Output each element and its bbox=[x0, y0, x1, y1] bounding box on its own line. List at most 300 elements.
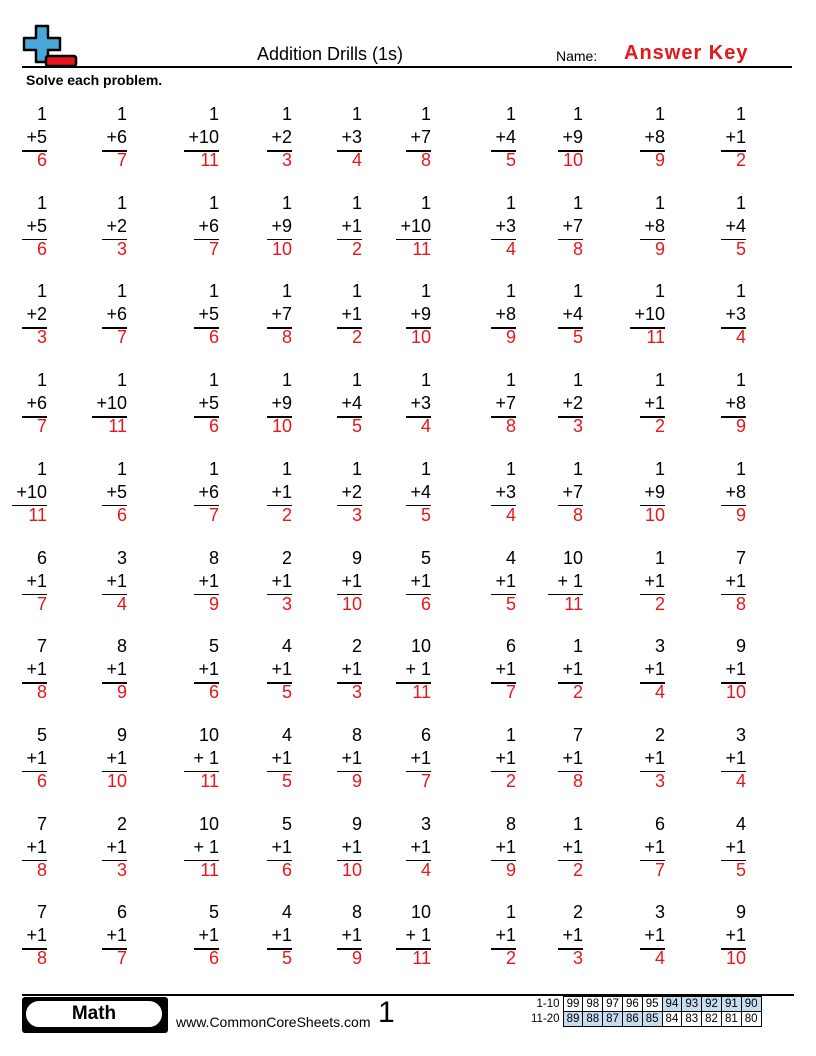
problem-addend-bottom: +1 bbox=[410, 836, 431, 857]
problem bbox=[359, 546, 431, 616]
problem-answer: 6 bbox=[208, 327, 219, 348]
problem-addend-bottom: +1 bbox=[495, 570, 516, 591]
problem bbox=[0, 546, 47, 616]
problem bbox=[359, 812, 431, 882]
problem-addend-bottom: +1 bbox=[198, 925, 219, 946]
problem bbox=[511, 812, 583, 882]
score-cell: 83 bbox=[682, 1012, 702, 1027]
problem bbox=[0, 812, 47, 882]
problem bbox=[0, 102, 47, 172]
problem bbox=[511, 546, 583, 616]
problem-addend-bottom: +1 bbox=[562, 747, 583, 768]
problem-addend-top: 8 bbox=[351, 724, 362, 745]
problem-addend-bottom: +2 bbox=[106, 215, 127, 236]
problem bbox=[147, 368, 219, 438]
problem-addend-top: 1 bbox=[735, 192, 746, 213]
problem-answer: 5 bbox=[420, 504, 431, 525]
problem-addend-bottom: +6 bbox=[106, 127, 127, 147]
problem-addend-bottom: +3 bbox=[495, 215, 516, 236]
score-cell: 90 bbox=[741, 997, 761, 1012]
problem-answer: 9 bbox=[654, 150, 665, 170]
problem-addend-top: 1 bbox=[116, 370, 127, 391]
problem bbox=[55, 546, 127, 616]
problem-addend-bottom: + 1 bbox=[405, 925, 431, 946]
problem-answer: 7 bbox=[208, 504, 219, 525]
problem-addend-bottom: +1 bbox=[271, 925, 292, 946]
score-cell: 84 bbox=[662, 1012, 682, 1027]
problem bbox=[55, 191, 127, 261]
problem-addend-top: 1 bbox=[572, 281, 583, 302]
problem-answer: 7 bbox=[116, 327, 127, 348]
problem-addend-bottom: +1 bbox=[26, 925, 47, 946]
problem bbox=[593, 102, 665, 172]
problem-addend-bottom: +7 bbox=[495, 393, 516, 414]
problem-answer: 5 bbox=[505, 150, 516, 170]
problem-answer: 8 bbox=[572, 504, 583, 525]
problem-answer: 6 bbox=[208, 682, 219, 703]
problem-answer: 9 bbox=[505, 327, 516, 348]
problem-addend-top: 9 bbox=[351, 547, 362, 568]
problem bbox=[674, 723, 746, 793]
problem-addend-top: 1 bbox=[116, 458, 127, 479]
problem-answer: 10 bbox=[725, 682, 746, 703]
problem-addend-bottom: +5 bbox=[26, 127, 47, 147]
problem-addend-bottom: +6 bbox=[26, 393, 47, 414]
problem-addend-top: 8 bbox=[505, 813, 516, 834]
problem bbox=[593, 900, 665, 970]
problem bbox=[359, 457, 431, 527]
problem bbox=[674, 368, 746, 438]
problem-addend-top: 3 bbox=[420, 813, 431, 834]
problem bbox=[0, 723, 47, 793]
problem-addend-bottom: +10 bbox=[400, 215, 431, 236]
score-cell: 80 bbox=[741, 1012, 761, 1027]
problem bbox=[511, 102, 583, 172]
problem-addend-top: 5 bbox=[36, 724, 47, 745]
problem bbox=[220, 900, 292, 970]
problem-addend-top: 1 bbox=[36, 192, 47, 213]
answer-key-label: Answer Key bbox=[624, 42, 749, 64]
problem-addend-top: 1 bbox=[572, 104, 583, 124]
problem bbox=[220, 546, 292, 616]
problem bbox=[444, 812, 516, 882]
problem-addend-top: 1 bbox=[735, 104, 746, 124]
problem-answer: 2 bbox=[735, 150, 746, 170]
problem-addend-top: 1 bbox=[208, 192, 219, 213]
problem bbox=[511, 191, 583, 261]
problem bbox=[290, 457, 362, 527]
problem-addend-top: 1 bbox=[420, 104, 431, 124]
problem bbox=[674, 634, 746, 704]
problem-answer: 4 bbox=[351, 150, 362, 170]
problem-addend-top: 1 bbox=[36, 104, 47, 124]
problem-answer: 3 bbox=[116, 859, 127, 880]
problem bbox=[593, 368, 665, 438]
problem-addend-top: 1 bbox=[505, 902, 516, 923]
problem-addend-top: 6 bbox=[505, 636, 516, 657]
problem-addend-bottom: + 1 bbox=[193, 747, 219, 768]
problem-addend-bottom: +5 bbox=[198, 304, 219, 325]
score-cell: 92 bbox=[702, 997, 722, 1012]
problem-addend-bottom: +1 bbox=[725, 127, 746, 147]
problem-addend-bottom: +2 bbox=[26, 304, 47, 325]
problem-addend-top: 1 bbox=[36, 370, 47, 391]
problem bbox=[444, 723, 516, 793]
problem-addend-bottom: +1 bbox=[341, 925, 362, 946]
problem-addend-bottom: +1 bbox=[725, 659, 746, 680]
problem-addend-bottom: +1 bbox=[198, 570, 219, 591]
problem-addend-top: 4 bbox=[735, 813, 746, 834]
problem bbox=[511, 368, 583, 438]
problem bbox=[55, 368, 127, 438]
problem bbox=[0, 279, 47, 349]
problem bbox=[55, 457, 127, 527]
problem-addend-top: 8 bbox=[208, 547, 219, 568]
problem-answer: 9 bbox=[116, 682, 127, 703]
problem-answer: 9 bbox=[735, 416, 746, 437]
problem-answer: 4 bbox=[505, 504, 516, 525]
problem-addend-top: 1 bbox=[735, 370, 746, 391]
problem-answer: 8 bbox=[735, 593, 746, 614]
problem-answer: 3 bbox=[281, 593, 292, 614]
problem-answer: 11 bbox=[200, 150, 219, 170]
problem-addend-top: 1 bbox=[505, 281, 516, 302]
problem-addend-bottom: +5 bbox=[26, 215, 47, 236]
problem bbox=[290, 102, 362, 172]
problem-addend-bottom: +8 bbox=[644, 215, 665, 236]
problem-answer: 7 bbox=[420, 770, 431, 791]
problem-addend-top: 5 bbox=[281, 813, 292, 834]
problem bbox=[290, 634, 362, 704]
problem-addend-bottom: +3 bbox=[341, 127, 362, 147]
problem bbox=[511, 279, 583, 349]
score-cell: 96 bbox=[622, 997, 642, 1012]
problem-answer: 10 bbox=[106, 770, 127, 791]
problem-addend-top: 1 bbox=[208, 458, 219, 479]
problem-answer: 3 bbox=[281, 150, 292, 170]
problem-answer: 4 bbox=[654, 948, 665, 969]
problem-addend-bottom: +1 bbox=[271, 747, 292, 768]
problem bbox=[290, 279, 362, 349]
problem-addend-bottom: +8 bbox=[495, 304, 516, 325]
problem bbox=[444, 191, 516, 261]
problem-addend-bottom: +1 bbox=[410, 570, 431, 591]
problem bbox=[444, 900, 516, 970]
problem-addend-bottom: +5 bbox=[106, 481, 127, 502]
problem-answer: 10 bbox=[341, 593, 362, 614]
problem-addend-top: 10 bbox=[410, 636, 431, 657]
problem-answer: 11 bbox=[28, 504, 47, 525]
problem-addend-top: 7 bbox=[36, 902, 47, 923]
problem bbox=[147, 634, 219, 704]
problem-addend-top: 4 bbox=[505, 547, 516, 568]
problem-addend-bottom: +1 bbox=[341, 215, 362, 236]
problem bbox=[147, 723, 219, 793]
score-table bbox=[528, 996, 762, 1027]
problem-answer: 6 bbox=[36, 238, 47, 259]
problem-addend-bottom: +7 bbox=[562, 215, 583, 236]
problem-addend-top: 4 bbox=[281, 636, 292, 657]
problem-answer: 6 bbox=[116, 504, 127, 525]
problem bbox=[359, 634, 431, 704]
problem bbox=[0, 191, 47, 261]
score-row bbox=[528, 997, 761, 1012]
problem-addend-top: 1 bbox=[572, 458, 583, 479]
problem bbox=[147, 546, 219, 616]
score-cell: 93 bbox=[682, 997, 702, 1012]
problem-answer: 8 bbox=[36, 682, 47, 703]
problem-addend-top: 1 bbox=[116, 192, 127, 213]
problem-answer: 6 bbox=[36, 770, 47, 791]
problem-addend-top: 2 bbox=[351, 636, 362, 657]
problem-answer: 11 bbox=[108, 416, 127, 437]
problem-addend-top: 8 bbox=[116, 636, 127, 657]
problem-answer: 5 bbox=[281, 948, 292, 969]
problem-answer: 6 bbox=[208, 948, 219, 969]
problem-answer: 6 bbox=[420, 593, 431, 614]
score-cell: 98 bbox=[583, 997, 603, 1012]
problem-answer: 2 bbox=[572, 859, 583, 880]
problem-answer: 6 bbox=[208, 416, 219, 437]
problem-answer: 11 bbox=[412, 682, 431, 703]
problem-addend-top: 1 bbox=[654, 192, 665, 213]
problem-addend-bottom: +1 bbox=[644, 925, 665, 946]
problem-addend-top: 7 bbox=[36, 636, 47, 657]
problem-answer: 3 bbox=[36, 327, 47, 348]
problem-addend-top: 1 bbox=[654, 547, 665, 568]
problem bbox=[359, 279, 431, 349]
problem-addend-top: 1 bbox=[654, 281, 665, 302]
problem bbox=[674, 900, 746, 970]
problem bbox=[290, 191, 362, 261]
problem-addend-bottom: +2 bbox=[562, 393, 583, 414]
problem-addend-top: 1 bbox=[208, 281, 219, 302]
problem-answer: 10 bbox=[410, 327, 431, 348]
problem-addend-bottom: +1 bbox=[106, 747, 127, 768]
subject-label: Math bbox=[71, 1003, 117, 1024]
score-cell: 88 bbox=[583, 1012, 603, 1027]
problem-addend-bottom: +1 bbox=[271, 570, 292, 591]
problem-addend-bottom: +1 bbox=[644, 393, 665, 414]
problem bbox=[55, 634, 127, 704]
problem-answer: 5 bbox=[572, 327, 583, 348]
problem bbox=[220, 279, 292, 349]
problem bbox=[444, 546, 516, 616]
problem-addend-bottom: +10 bbox=[96, 393, 127, 414]
problem bbox=[674, 102, 746, 172]
problem bbox=[674, 279, 746, 349]
score-cell: 94 bbox=[662, 997, 682, 1012]
problem-answer: 4 bbox=[505, 238, 516, 259]
problem-addend-top: 7 bbox=[735, 547, 746, 568]
problem bbox=[593, 191, 665, 261]
problem-addend-bottom: +1 bbox=[341, 747, 362, 768]
problem-addend-bottom: +9 bbox=[562, 127, 583, 147]
problem bbox=[220, 634, 292, 704]
problem-addend-bottom: +1 bbox=[106, 925, 127, 946]
problem bbox=[674, 191, 746, 261]
problem-answer: 5 bbox=[351, 416, 362, 437]
problem bbox=[359, 191, 431, 261]
problem-addend-top: 1 bbox=[572, 636, 583, 657]
problem-addend-top: 1 bbox=[735, 458, 746, 479]
problem-addend-top: 7 bbox=[36, 813, 47, 834]
problem-answer: 6 bbox=[36, 150, 47, 170]
problem-addend-top: 5 bbox=[208, 636, 219, 657]
problem-addend-top: 1 bbox=[116, 104, 127, 124]
problem-addend-top: 2 bbox=[572, 902, 583, 923]
problem-addend-bottom: +8 bbox=[725, 481, 746, 502]
problem-answer: 11 bbox=[412, 238, 431, 259]
problem bbox=[147, 279, 219, 349]
problem-answer: 8 bbox=[36, 859, 47, 880]
problem bbox=[674, 546, 746, 616]
score-cell: 97 bbox=[603, 997, 623, 1012]
problem bbox=[359, 102, 431, 172]
problem-addend-top: 3 bbox=[654, 636, 665, 657]
problem-answer: 3 bbox=[351, 504, 362, 525]
problem-addend-bottom: +1 bbox=[644, 570, 665, 591]
problem-addend-bottom: +1 bbox=[106, 836, 127, 857]
score-cell: 99 bbox=[563, 997, 583, 1012]
problem-addend-top: 1 bbox=[281, 458, 292, 479]
problem-answer: 2 bbox=[351, 327, 362, 348]
problem-addend-top: 1 bbox=[351, 458, 362, 479]
problem bbox=[290, 723, 362, 793]
problem-answer: 9 bbox=[505, 859, 516, 880]
problem bbox=[55, 723, 127, 793]
problem bbox=[220, 102, 292, 172]
problem-addend-bottom: +1 bbox=[26, 570, 47, 591]
problem-addend-top: 10 bbox=[198, 813, 219, 834]
problem-addend-top: 1 bbox=[420, 370, 431, 391]
problem bbox=[593, 723, 665, 793]
problem-addend-bottom: +1 bbox=[410, 747, 431, 768]
problem-addend-top: 6 bbox=[116, 902, 127, 923]
problem-addend-bottom: +1 bbox=[644, 659, 665, 680]
problem-addend-bottom: +9 bbox=[644, 481, 665, 502]
problem-addend-bottom: +3 bbox=[410, 393, 431, 414]
problem-addend-bottom: +1 bbox=[26, 659, 47, 680]
problem bbox=[674, 812, 746, 882]
problem-answer: 3 bbox=[351, 682, 362, 703]
problem-answer: 5 bbox=[735, 859, 746, 880]
problem-answer: 10 bbox=[562, 150, 583, 170]
problem-addend-top: 1 bbox=[420, 458, 431, 479]
problem-answer: 7 bbox=[505, 682, 516, 703]
problem bbox=[0, 634, 47, 704]
problem-addend-top: 1 bbox=[281, 370, 292, 391]
problem-answer: 9 bbox=[735, 504, 746, 525]
problem-addend-top: 1 bbox=[654, 104, 665, 124]
problem bbox=[511, 457, 583, 527]
problem-addend-bottom: +8 bbox=[725, 393, 746, 414]
problem bbox=[147, 900, 219, 970]
problem-answer: 10 bbox=[271, 238, 292, 259]
problem-addend-bottom: +7 bbox=[410, 127, 431, 147]
problem-addend-bottom: +1 bbox=[725, 570, 746, 591]
problem-addend-bottom: +3 bbox=[725, 304, 746, 325]
score-cell: 95 bbox=[642, 997, 662, 1012]
problem-addend-bottom: +9 bbox=[271, 393, 292, 414]
problem-addend-bottom: +1 bbox=[26, 747, 47, 768]
problem-addend-top: 10 bbox=[562, 547, 583, 568]
problem-addend-top: 1 bbox=[654, 370, 665, 391]
problem bbox=[444, 279, 516, 349]
problem-addend-top: 1 bbox=[654, 458, 665, 479]
problem-answer: 11 bbox=[200, 770, 219, 791]
problem bbox=[147, 457, 219, 527]
site-url: www.CommonCoreSheets.com bbox=[176, 1014, 371, 1030]
problem-addend-top: 1 bbox=[116, 281, 127, 302]
problem-addend-bottom: +4 bbox=[562, 304, 583, 325]
problem bbox=[511, 723, 583, 793]
problem-addend-bottom: +1 bbox=[198, 659, 219, 680]
problem-addend-top: 9 bbox=[351, 813, 362, 834]
problem bbox=[220, 368, 292, 438]
problem-addend-top: 1 bbox=[36, 458, 47, 479]
problem-answer: 4 bbox=[116, 593, 127, 614]
score-cell: 87 bbox=[603, 1012, 623, 1027]
problem-addend-top: 1 bbox=[208, 370, 219, 391]
problem-answer: 3 bbox=[572, 416, 583, 437]
problem-addend-bottom: +8 bbox=[644, 127, 665, 147]
problem bbox=[147, 191, 219, 261]
problem-addend-top: 6 bbox=[420, 724, 431, 745]
problem bbox=[290, 546, 362, 616]
problem-addend-top: 1 bbox=[420, 281, 431, 302]
problem-addend-bottom: +10 bbox=[634, 304, 665, 325]
problem-answer: 4 bbox=[735, 770, 746, 791]
problem-answer: 9 bbox=[208, 593, 219, 614]
problem bbox=[444, 634, 516, 704]
problem-addend-bottom: +1 bbox=[562, 659, 583, 680]
problem bbox=[290, 812, 362, 882]
problem-addend-top: 9 bbox=[735, 902, 746, 923]
problem-addend-top: 4 bbox=[281, 724, 292, 745]
problem-addend-top: 1 bbox=[505, 104, 516, 124]
problem bbox=[220, 191, 292, 261]
problem-addend-top: 1 bbox=[281, 104, 292, 124]
problem-answer: 10 bbox=[271, 416, 292, 437]
problem-addend-top: 1 bbox=[572, 813, 583, 834]
problem-answer: 7 bbox=[36, 593, 47, 614]
problem-answer: 9 bbox=[351, 770, 362, 791]
problem-answer: 10 bbox=[725, 948, 746, 969]
problem-answer: 11 bbox=[412, 948, 431, 969]
problem-answer: 8 bbox=[36, 948, 47, 969]
problem-answer: 3 bbox=[116, 238, 127, 259]
problem-answer: 9 bbox=[351, 948, 362, 969]
problem-answer: 2 bbox=[572, 682, 583, 703]
problem bbox=[220, 812, 292, 882]
problem-addend-bottom: +1 bbox=[495, 925, 516, 946]
problem-addend-bottom: +1 bbox=[341, 304, 362, 325]
problem-answer: 11 bbox=[564, 593, 583, 614]
problem-addend-bottom: +1 bbox=[644, 836, 665, 857]
problem bbox=[444, 368, 516, 438]
problem-answer: 5 bbox=[281, 770, 292, 791]
problem-addend-bottom: +6 bbox=[198, 215, 219, 236]
problem bbox=[55, 102, 127, 172]
problem-addend-top: 2 bbox=[281, 547, 292, 568]
problem bbox=[0, 900, 47, 970]
problem-addend-bottom: +1 bbox=[26, 836, 47, 857]
problem-answer: 2 bbox=[505, 948, 516, 969]
problem-addend-top: 8 bbox=[351, 902, 362, 923]
problem-addend-top: 6 bbox=[36, 547, 47, 568]
problem-addend-bottom: +4 bbox=[725, 215, 746, 236]
